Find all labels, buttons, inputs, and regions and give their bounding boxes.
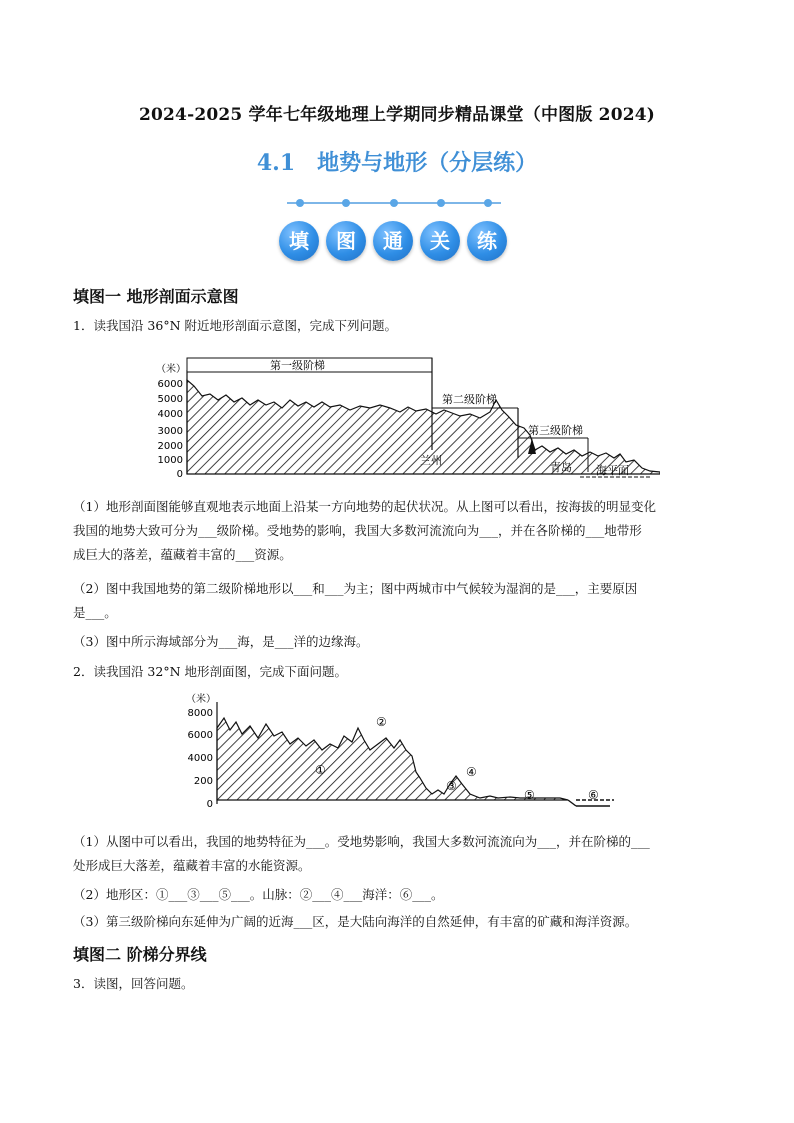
y-tick-label: 0: [206, 799, 213, 810]
badge-dot: [484, 199, 492, 207]
shelf-edge: [568, 800, 576, 806]
badge-lian: 练: [467, 221, 507, 261]
city-qingdao-label: 青岛: [550, 461, 572, 474]
y-tick-label: 6000: [157, 379, 183, 390]
y-tick-label: 4000: [157, 409, 183, 420]
y-tick-label: 3000: [157, 426, 183, 437]
y-tick-label: 6000: [187, 730, 213, 741]
terrain-profile: [217, 718, 568, 800]
badge-dot: [437, 199, 445, 207]
question-1-intro: 1．读我国沿 36°N 附近地形剖面示意图，完成下列问题。: [73, 318, 397, 333]
y-tick-label: 8000: [187, 708, 213, 719]
lesson-title: 4.1 地势与地形（分层练）: [256, 150, 538, 176]
q2-part3: （3）第三级阶梯向东延伸为广阔的近海___区，是大陆向海洋的自然延伸，有丰富的矿藏和海洋资源。: [73, 914, 638, 929]
y-unit-label: （米）: [186, 694, 216, 705]
city-lanzhou-label: 兰州: [420, 454, 442, 467]
profile-36n-figure: [150, 350, 660, 485]
badge-guan: 关: [420, 221, 460, 261]
mark-3: ③: [446, 779, 457, 793]
section-heading-1: 填图一 地形剖面示意图: [73, 287, 239, 306]
badge-tong: 通: [373, 221, 413, 261]
q1-part2-line2: 是___。: [73, 605, 117, 620]
mark-1: ①: [315, 763, 326, 777]
q2-part1-line2: 处形成巨大落差，蕴藏着丰富的水能资源。: [73, 858, 311, 873]
question-2-intro: 2．读我国沿 32°N 地形剖面图，完成下面问题。: [73, 664, 347, 679]
mark-5: ⑤: [524, 788, 535, 802]
section-badges: [0, 196, 794, 266]
step1-label: 第一级阶梯: [270, 359, 325, 372]
y-tick-label: 0: [176, 469, 183, 480]
step2-label: 第二级阶梯: [442, 393, 497, 406]
y-tick-label: 4000: [187, 753, 213, 764]
badge-tian: 填: [279, 221, 319, 261]
mark-6: ⑥: [588, 788, 599, 802]
mark-4: ④: [466, 765, 477, 779]
badge-dot: [390, 199, 398, 207]
y-tick-label: 200: [193, 776, 213, 787]
y-tick-label: 5000: [157, 394, 183, 405]
badge-dot: [296, 199, 304, 207]
profile-32n-figure: [180, 688, 620, 820]
y-tick-label: 2000: [157, 441, 183, 452]
badge-tu: 图: [326, 221, 366, 261]
section-heading-2: 填图二 阶梯分界线: [73, 945, 207, 964]
q1-part1-line1: （1）地形剖面图能够直观地表示地面上沿某一方向地势的起伏状况。从上图可以看出，按海拔的明显变化: [73, 499, 656, 514]
document-header-title: 2024-2025 学年七年级地理上学期同步精品课堂（中图版 2024): [138, 105, 656, 125]
q2-part2: （2）地形区：①___③___⑤___。山脉：②___④___海洋：⑥___。: [73, 887, 444, 902]
sea-level-label: 海平面: [596, 464, 629, 477]
q2-part1-line1: （1）从图中可以看出，我国的地势特征为___。受地势影响，我国大多数河流流向为___，并在阶梯的___: [73, 834, 650, 849]
question-3-intro: 3．读图，回答问题。: [73, 976, 194, 991]
step3-label: 第三级阶梯: [528, 424, 583, 437]
q1-part1-line2: 我国的地势大致可分为___级阶梯。受地势的影响，我国大多数河流流向为___，并在各阶梯的___地带形: [73, 523, 642, 538]
q1-part3: （3）图中所示海域部分为___海，是___洋的边缘海。: [73, 634, 369, 649]
q1-part2-line1: （2）图中我国地势的第二级阶梯地形以___和___为主；图中两城市中气候较为湿润的是___，主要原因: [73, 581, 638, 596]
mark-2: ②: [376, 715, 387, 729]
y-unit-label: （米）: [156, 364, 186, 375]
q1-part1-line3: 成巨大的落差，蕴藏着丰富的___资源。: [73, 547, 292, 562]
y-tick-label: 1000: [157, 455, 183, 466]
badge-dot: [342, 199, 350, 207]
